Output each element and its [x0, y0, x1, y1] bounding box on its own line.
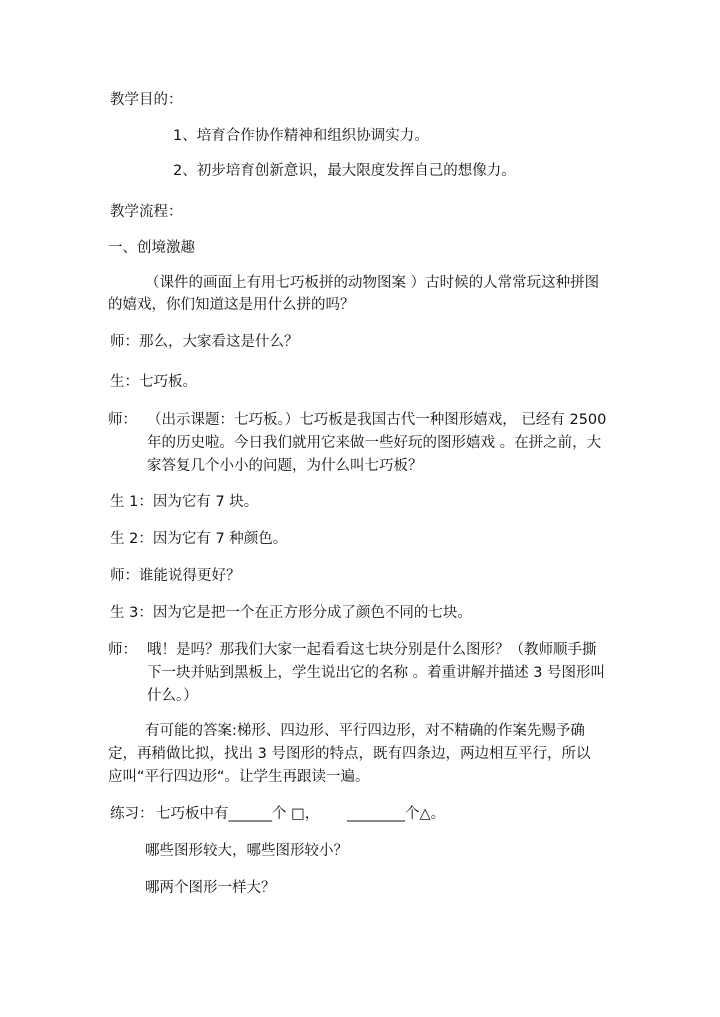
dialogue-text: 那么，大家看这是什么？ [139, 334, 299, 350]
exercise-part-a: 七巧板中有______个 □， [156, 806, 320, 822]
dialogue-line [110, 371, 197, 393]
part1-heading: 一、创境激趣 [108, 240, 195, 256]
dialogue-line [110, 491, 258, 513]
speaker-label: 师： [110, 334, 139, 350]
exercise-part-b: ________个△。 [347, 806, 446, 822]
speaker-label: 生 3： [110, 605, 153, 621]
dialogue-text-line: 下一块并贴到黑板上，学生说出它的名称 。着重讲解并描述 3 号图形叫 [147, 665, 606, 681]
objectives-heading: 教学目的： [110, 92, 183, 108]
speaker-label: 师： [108, 642, 137, 658]
dialogue-text: 七巧板。 [139, 374, 197, 390]
dialogue-line [110, 565, 241, 587]
dialogue-text-line: 什么。） [147, 688, 198, 704]
dialogue-text: 因为它有 7 种颜色。 [152, 531, 288, 547]
dialogue-line [110, 602, 472, 624]
answers-paragraph-line [145, 720, 585, 742]
intro-paragraph-line: 的嬉戏，你们知道这是用什么拼的吗？ [108, 297, 355, 313]
intro-paragraph-line: （课件的画面上有用七巧板拼的动物图案 ）古时候的人常常玩这种拼图 [145, 275, 600, 291]
exercise-label: 练习： [110, 806, 154, 822]
exercise-question: 哪两个图形一样大？ [145, 880, 276, 896]
dialogue-text-line: 哦！是吗？那我们大家一起看看这七块分别是什么图形？（教师顺手撕 [147, 642, 597, 658]
dialogue-text: 因为它有 7 块。 [152, 494, 259, 510]
answers-text: 梯形、四边形、平行四边形，对不精确的作案先赐予确 [236, 723, 585, 739]
speaker-label: 师： [110, 568, 139, 584]
answers-paragraph-line: 应叫“平行四边形“。让学生再跟读一遍。 [108, 769, 370, 785]
process-heading: 教学流程： [110, 204, 183, 220]
dialogue-text: 因为它是把一个在正方形分成了颜色不同的七块。 [152, 605, 472, 621]
speaker-label: 生： [110, 374, 139, 390]
dialogue-line [110, 528, 287, 550]
speaker-label: 生 2： [110, 531, 153, 547]
objective-2: 2、初步培育创新意识，最大限度发挥自己的想像力。 [173, 163, 516, 179]
dialogue-text-line: 年的历史啦。今日我们就用它来做一些好玩的图形嬉戏 。在拼之前，大 [147, 435, 602, 451]
exercise-question: 哪些图形较大，哪些图形较小？ [145, 843, 348, 859]
objective-1: 1、培育合作协作精神和组织协调实力。 [173, 128, 429, 144]
speaker-label: 生 1： [110, 494, 153, 510]
dialogue-text-line: （出示课题：七巧板。）七巧板是我国古代一种图形嬉戏， 已经有 2500 [147, 412, 607, 428]
speaker-label: 师： [108, 412, 137, 428]
answers-paragraph-line: 定，再稍做比拟，找出 3 号图形的特点，既有四条边，两边相互平行，所以 [108, 746, 591, 762]
answers-label: 有可能的答案: [145, 723, 237, 739]
dialogue-line [110, 331, 299, 353]
dialogue-text: 谁能说得更好？ [139, 568, 241, 584]
dialogue-text-line: 家答复几个小小的问题，为什么叫七巧板？ [147, 458, 423, 474]
